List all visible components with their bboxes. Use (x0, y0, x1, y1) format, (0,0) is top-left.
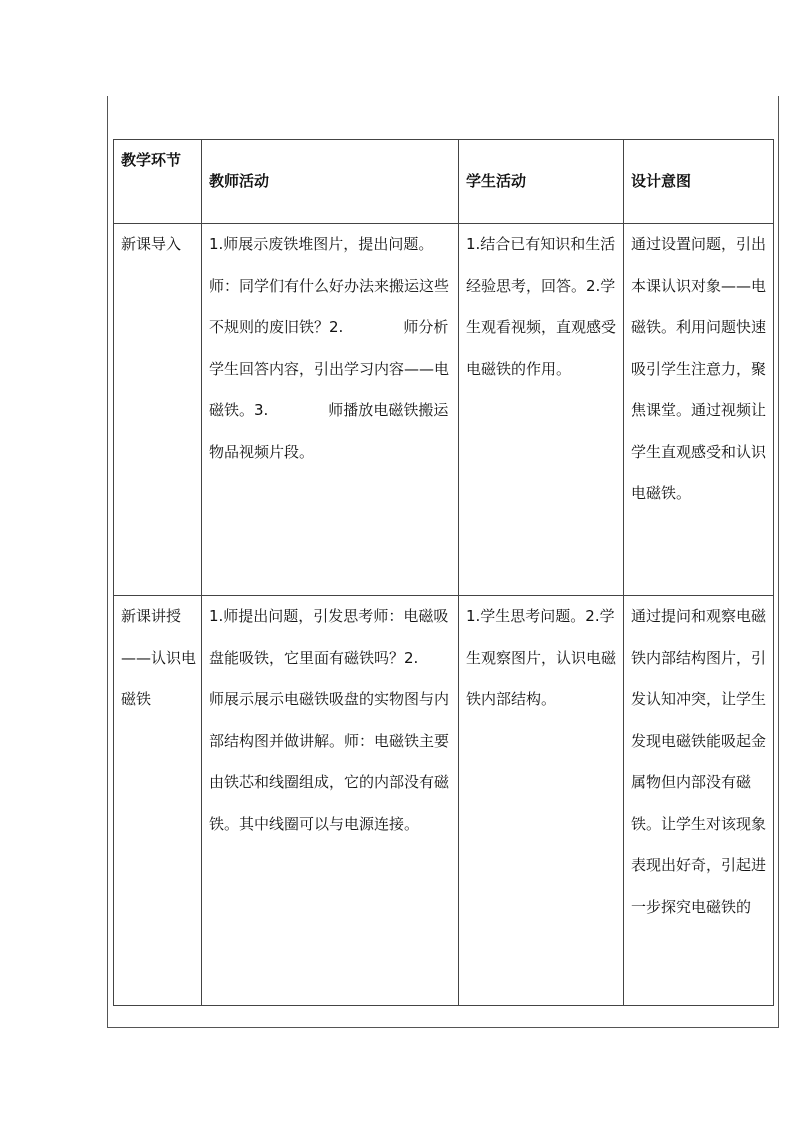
cell-design-intent: 通过提问和观察电磁铁内部结构图片，引发认知冲突，让学生发现电磁铁能吸起金属物但内部没有磁铁。让学生对该现象表现出好奇，引起进一步探究电磁铁的 (624, 596, 774, 1006)
header-teacher-activity: 教师活动 (202, 140, 459, 224)
cell-stage: 新课导入 (114, 224, 202, 596)
header-stage: 教学环节 (114, 140, 202, 224)
cell-teacher-activity: 1.师提出问题，引发思考师：电磁吸盘能吸铁，它里面有磁铁吗？2. 师展示展示电磁铁吸盘的实物图与内部结构图并做讲解。师：电磁铁主要由铁芯和线圈组成，它的内部没有磁铁。其中线圈可以与电源连接。 (202, 596, 459, 1006)
table-header-row (114, 140, 774, 224)
header-student-activity: 学生活动 (459, 140, 624, 224)
table-row (114, 224, 774, 596)
table-row (114, 596, 774, 1006)
cell-stage: 新课讲授——认识电磁铁 (114, 596, 202, 1006)
cell-student-activity: 1.学生思考问题。2.学生观察图片，认识电磁铁内部结构。 (459, 596, 624, 1006)
header-design-intent: 设计意图 (624, 140, 774, 224)
cell-student-activity: 1.结合已有知识和生活经验思考，回答。2.学生观看视频，直观感受电磁铁的作用。 (459, 224, 624, 596)
lesson-plan-table (113, 139, 774, 1006)
cell-design-intent: 通过设置问题，引出本课认识对象——电磁铁。利用问题快速吸引学生注意力，聚焦课堂。通过视频让学生直观感受和认识电磁铁。 (624, 224, 774, 596)
cell-teacher-activity: 1.师展示废铁堆图片，提出问题。师：同学们有什么好办法来搬运这些不规则的废旧铁？2. 师分析学生回答内容，引出学习内容——电磁铁。3. 师播放电磁铁搬运物品视频片段。 (202, 224, 459, 596)
